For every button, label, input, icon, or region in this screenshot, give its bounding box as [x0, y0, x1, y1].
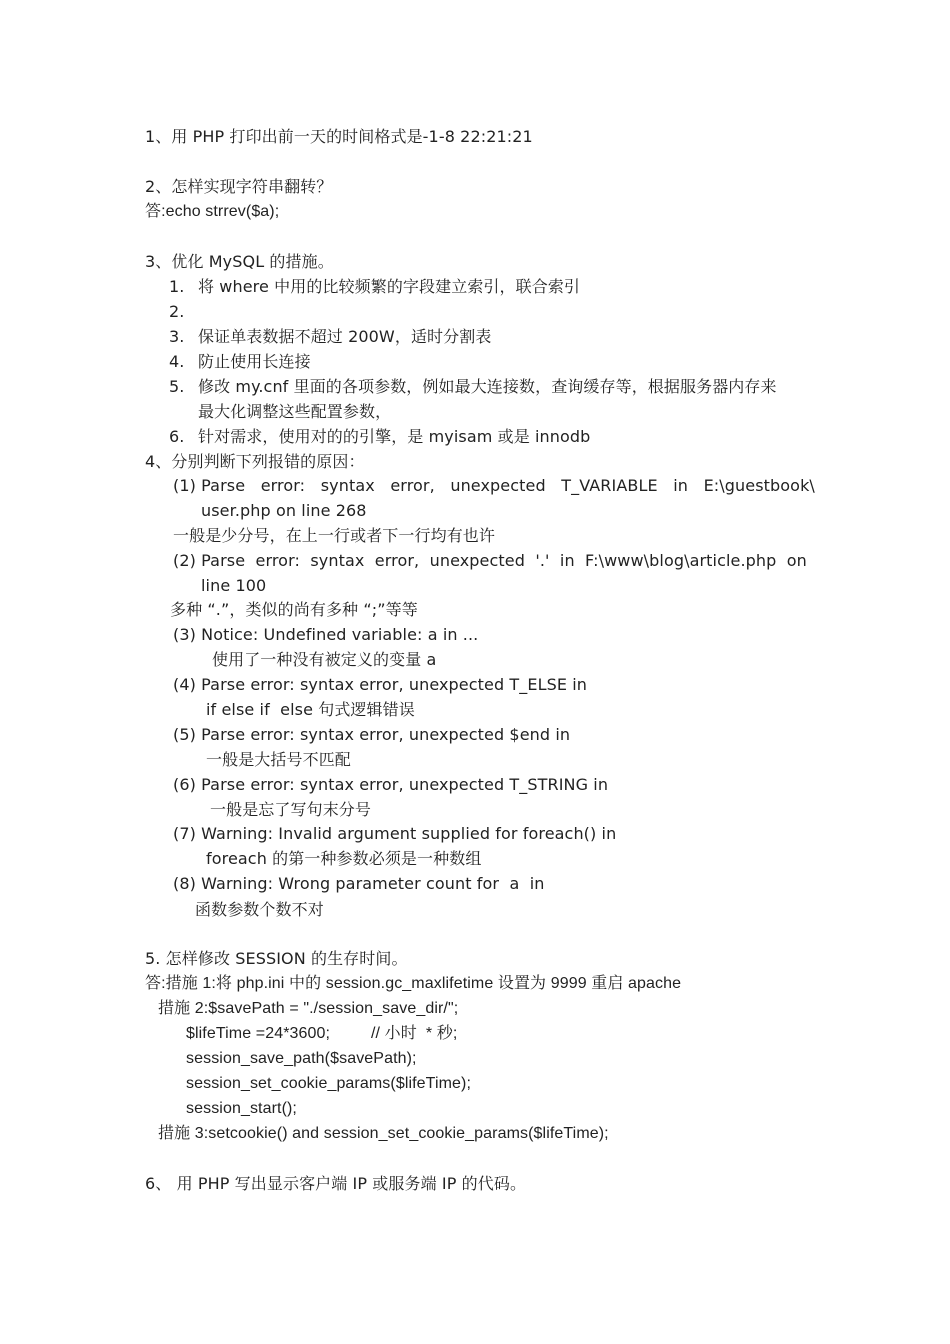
- error-reason: foreach 的第一种参数必须是一种数组: [206, 849, 482, 868]
- error-item: (2) Parse error: syntax error, unexpected '.' in F:\www\blog\article.php on: [173, 551, 807, 570]
- code-line: session_save_path($savePath);: [186, 1050, 417, 1067]
- error-reason: 使用了一种没有被定义的变量 a: [212, 650, 437, 669]
- question-2: 2、怎样实现字符串翻转？: [145, 177, 333, 196]
- list-item-number: 3.: [169, 327, 185, 346]
- error-item: (6) Parse error: syntax error, unexpected T_STRING in: [173, 775, 609, 794]
- list-item-number: 5.: [169, 377, 185, 396]
- question-4: 4、分别判断下列报错的原因：: [145, 452, 365, 471]
- code-line: session_start();: [186, 1100, 297, 1117]
- code-line: session_set_cookie_params($lifeTime);: [186, 1075, 472, 1092]
- answer-5-line: 措施 3:setcookie() and session_set_cookie_params($lifeTime);: [158, 1125, 609, 1142]
- list-item-number: 4.: [169, 352, 185, 371]
- error-item: (8) Warning: Wrong parameter count for a in: [173, 874, 545, 893]
- error-reason: 一般是忘了写句末分号: [210, 800, 372, 819]
- error-item-continuation: user.php on line 268: [201, 501, 367, 520]
- error-reason: 一般是少分号，在上一行或者下一行均有也许: [173, 526, 496, 545]
- error-item: (3) Notice: Undefined variable: a in ...: [173, 625, 479, 644]
- answer-5-line: 答:措施 1:将 php.ini 中的 session.gc_maxlifetime 设置为 9999 重启 apache: [145, 975, 682, 992]
- list-item: 修改 my.cnf 里面的各项参数，例如最大连接数，查询缓存等，根据服务器内存来: [198, 377, 777, 396]
- question-3: 3、优化 MySQL 的措施。: [145, 252, 334, 271]
- error-reason: 多种 “.”，类似的尚有多种 “;”等等: [170, 600, 418, 619]
- answer-5-line: 措施 2:$savePath = "./session_save_dir/";: [158, 1000, 459, 1017]
- question-6: 6、 用 PHP 写出显示客户端 IP 或服务端 IP 的代码。: [145, 1174, 527, 1193]
- list-item-continuation: 最大化调整这些配置参数，: [198, 402, 392, 421]
- list-item: 针对需求，使用对的的引擎，是 myisam 或是 innodb: [198, 427, 591, 446]
- list-item: 防止使用长连接: [198, 352, 311, 371]
- error-reason: 函数参数个数不对: [195, 900, 324, 919]
- question-5: 5. 怎样修改 SESSION 的生存时间。: [145, 949, 408, 968]
- code-line: $lifeTime =24*3600; // 小时 * 秒;: [186, 1025, 458, 1042]
- error-item: (4) Parse error: syntax error, unexpected T_ELSE in: [173, 675, 588, 694]
- error-reason: if else if else 句式逻辑错误: [206, 700, 415, 719]
- list-item-number: 6.: [169, 427, 185, 446]
- list-item-number: 2.: [169, 302, 185, 321]
- list-item: 保证单表数据不超过 200W，适时分割表: [198, 327, 492, 346]
- error-item: (7) Warning: Invalid argument supplied for foreach() in: [173, 824, 617, 843]
- list-item: 将 where 中用的比较频繁的字段建立索引，联合索引: [198, 277, 581, 296]
- error-item: (1) Parse error: syntax error, unexpected T_VARIABLE in E:\guestbook\: [173, 476, 815, 495]
- error-item-continuation: line 100: [201, 576, 267, 595]
- question-1: 1、用 PHP 打印出前一天的时间格式是-1-8 22:21:21: [145, 127, 533, 146]
- answer-2: 答:echo strrev($a);: [145, 203, 280, 220]
- list-item-number: 1.: [169, 277, 185, 296]
- error-item: (5) Parse error: syntax error, unexpected $end in: [173, 725, 571, 744]
- error-reason: 一般是大括号不匹配: [206, 750, 351, 769]
